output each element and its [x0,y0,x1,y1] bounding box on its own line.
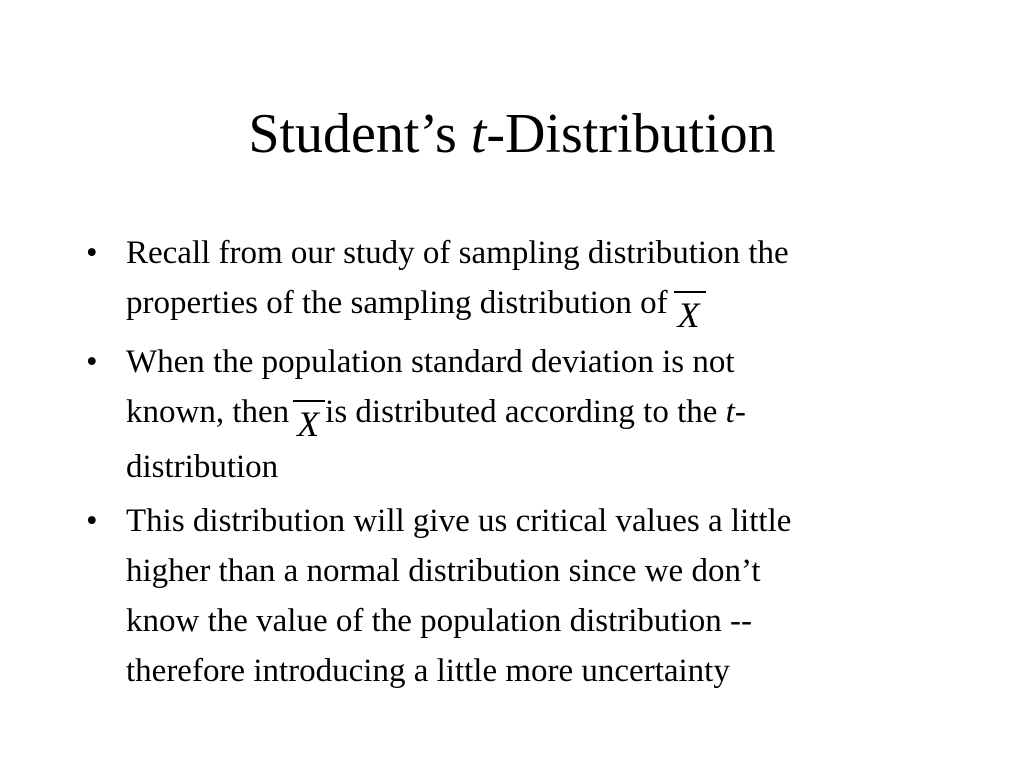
bullet-3-line-1: This distribution will give us critical values a little [126,503,792,539]
x-bar-symbol: X [297,400,319,442]
bullet-list [86,228,946,696]
bullet-1-line-2 [126,278,946,333]
bullet-3-line-2: higher than a normal distribution since we don’t [126,553,761,589]
bullet-2-line-2-after: is distributed according to the [325,394,726,430]
bullet-2-line-1: When the population standard deviation is not [126,344,735,380]
title-suffix: -Distribution [486,103,776,165]
bullet-2-line-2 [126,387,946,442]
bullet-3-line-4: therefore introducing a little more uncertainty [126,653,730,689]
bullet-3-line-3: know the value of the population distribution -- [126,603,752,639]
bullet-2-line-2-end: - [734,394,746,430]
title-prefix: Student’s [248,103,471,165]
bullet-2-line-2-before: known, then [126,394,290,430]
bullet-item-1 [86,228,946,333]
bullet-1-line-2-text: properties of the sampling distribution of [126,285,668,321]
bullet-marker: • [86,503,98,539]
bullet-item-2 [86,337,946,492]
bullet-marker: • [86,235,98,271]
bullet-marker: • [86,344,98,380]
bullet-2-italic-t: t [725,394,735,430]
title-italic-t: t [470,103,487,165]
x-bar-symbol: X [678,291,700,333]
bullet-2-line-3: distribution [126,449,279,485]
bullet-item-3 [86,496,946,696]
slide-title [0,98,1024,170]
bullet-1-line-1: Recall from our study of sampling distribution the [126,235,789,271]
